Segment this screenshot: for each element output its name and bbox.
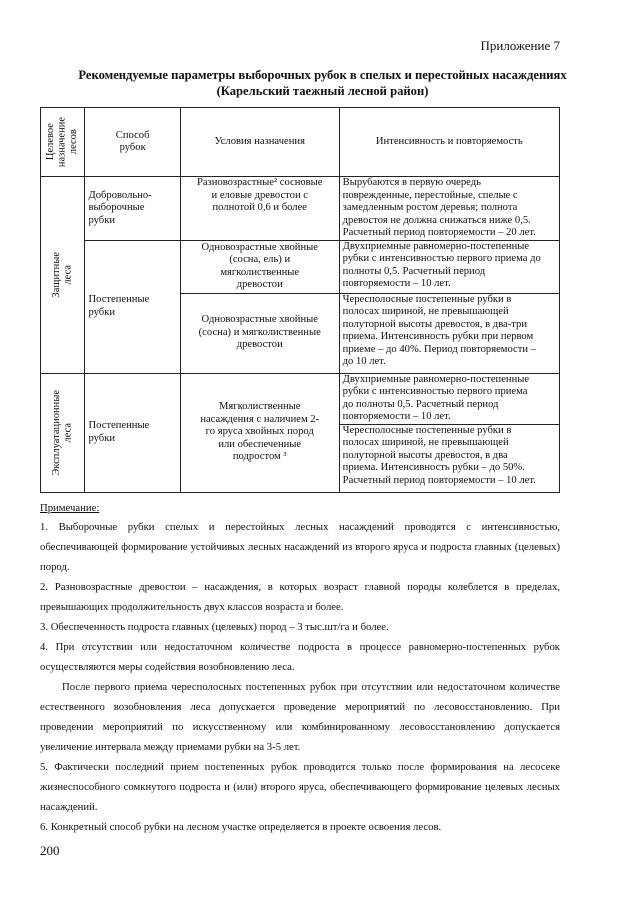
header-purpose: Целевое назначение лесов <box>41 108 85 177</box>
note-6: 6. Конкретный способ рубки на лесном участке определяется в проекте освоения лесов. <box>40 821 442 833</box>
intensity-exploitation-1: Двухприемные равномерно-постепенные рубки с интенсивностью первого приема до полноты 0,5. Расчетный период повторяемости – 10 лет. <box>339 373 559 424</box>
table-header-row <box>41 108 560 177</box>
note-1: 1. Выборочные рубки спелых и перестойных лесных насаждений проводятся с интенсивностью, обеспечивающей формирование устойчивых лесных насаждений из второго яруса и подроста главных (целевых) пород. <box>40 521 560 573</box>
notes-title: Примечание: <box>40 502 100 514</box>
table-title: Рекомендуемые параметры выборочных рубок в спелых и перестойных насаждениях <box>78 68 567 82</box>
table-subtitle: (Карельский таежный лесной район) <box>216 84 429 98</box>
method-voluntary: Добровольно- выборочные рубки <box>85 177 180 241</box>
intensity-gradual-1: Двухприемные равномерно-постепенные рубки с интенсивностью первого приема до полноты 0,5. Расчетный период повторяемости – 10 лет. <box>339 240 559 293</box>
purpose-exploitation: Эксплуатационные леса <box>41 373 85 492</box>
header-conditions: Условия назначения <box>180 108 339 177</box>
header-method: Способ рубок <box>85 108 180 177</box>
method-exploitation: Постепенные рубки <box>85 373 180 492</box>
intensity-voluntary: Вырубаются в первую очередь поврежденные, перестойные, спелые с замедленным ростом деревья; полнота древостоя не должна снижаться ниже 0,5. Расчетный период повторяемости – 20 лет. <box>339 177 559 241</box>
table-row <box>41 373 560 424</box>
page-number: 200 <box>40 843 60 858</box>
note-2: 2. Разновозрастные древостои – насаждения, в которых возраст главной породы колеблется в пределах, превышающих продолжительность двух классов возраста и более. <box>40 581 560 613</box>
conditions-gradual-2: Одновозрастные хвойные (сосна) и мягколиственные древостои <box>180 293 339 373</box>
header-intensity: Интенсивность и повторяемость <box>339 108 559 177</box>
conditions-exploitation: Мягколиственные насаждения с наличием 2- го яруса хвойных пород или обеспеченные подростом ³ <box>180 373 339 492</box>
intensity-exploitation-2: Чересполосные постепенные рубки в полосах шириной, не превышающей полуторной высоты древостоя, в два приема. Интенсивность рубки – до 50%. Расчетный период повторяемости – 10 лет. <box>339 424 559 492</box>
table-row <box>41 240 560 293</box>
conditions-gradual-1: Одновозрастные хвойные (сосна, ель) и мягколиственные древостои <box>180 240 339 293</box>
note-4-continued: После первого приема чересполосных постепенных рубок при отсутствии или недостаточном количестве естественного возобновления леса допускается проведение мероприятий по лесовосстановлению. При проведении мероприятий по искусственному или комбинированному лесовосстановлению допускается увеличение интервала между приемами рубки на 3-5 лет. <box>40 681 560 753</box>
note-5: 5. Фактически последний прием постепенных рубок проводится только после формирования на лесосеке жизнеспособного сомкнутого подроста и (или) второго яруса, обеспечивающего формирование целевых лесных насаждений. <box>40 761 560 813</box>
table-row <box>41 177 560 241</box>
note-3: 3. Обеспеченность подроста главных (целевых) пород – 3 тыс.шт/га и более. <box>40 621 389 633</box>
appendix-label: Приложение 7 <box>480 38 560 53</box>
purpose-protective: Защитные леса <box>41 177 85 374</box>
method-gradual: Постепенные рубки <box>85 240 180 373</box>
intensity-gradual-2: Чересполосные постепенные рубки в полосах шириной, не превышающей полуторной высоты древостоя, в два-три приема. Интенсивность рубки при первом приеме – до 40%. Период повторяемости – до 10 лет. <box>339 293 559 373</box>
note-4: 4. При отсутствии или недостаточном количестве подроста в процессе равномерно-постепенных рубок осуществляются меры содействия возобновлению леса. <box>40 641 560 673</box>
conditions-voluntary: Разновозрастные² сосновые и еловые древостои с полнотой 0,6 и более <box>180 177 339 241</box>
parameters-table <box>40 107 560 493</box>
